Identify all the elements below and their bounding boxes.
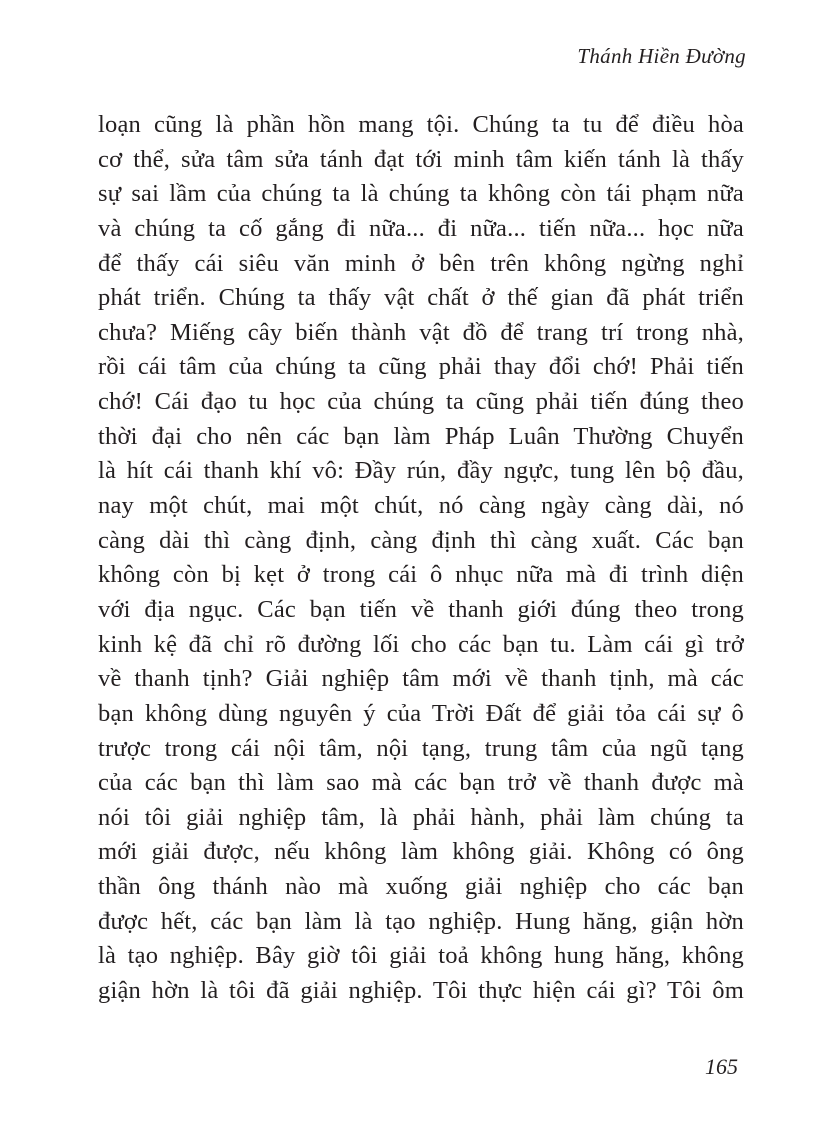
text-line: rồi cái tâm của chúng ta cũng phải thay đổi chớ! Phải tiến [98,353,744,381]
text-line: được hết, các bạn làm là tạo nghiệp. Hung hăng, giận hờn [98,907,744,935]
page-number: 165 [705,1054,738,1079]
text-line: thần ông thánh nào mà xuống giải nghiệp cho các bạn [98,873,744,901]
text-line: không còn bị kẹt ở trong cái ô nhục nữa mà đi trình diện [98,561,744,589]
text-line: sự sai lầm của chúng ta là chúng ta không còn tái phạm nữa [98,180,744,208]
text-line: trược trong cái nội tâm, nội tạng, trung tâm của ngũ tạng [98,734,744,762]
text-line: cơ thể, sửa tâm sửa tánh đạt tới minh tâm kiến tánh là thấy [98,145,744,173]
text-line: nói tôi giải nghiệp tâm, là phải hành, phải làm chúng ta [98,803,744,831]
text-line: bạn không dùng nguyên ý của Trời Đất để giải tỏa cái sự ô [98,699,744,727]
text-line: của các bạn thì làm sao mà các bạn trở về thanh được mà [98,769,744,797]
running-header-title: Thánh Hiền Đường [577,44,746,68]
text-line: để thấy cái siêu văn minh ở bên trên không ngừng nghỉ [98,249,744,277]
text-line: mới giải được, nếu không làm không giải. Không có ông [98,838,744,866]
body-text [98,108,744,1009]
text-line: là tạo nghiệp. Bây giờ tôi giải toả không hung hăng, không [98,942,744,970]
text-line: thời đại cho nên các bạn làm Pháp Luân Thường Chuyển [98,422,744,450]
text-line: phát triển. Chúng ta thấy vật chất ở thế gian đã phát triển [98,284,744,312]
text-line: chưa? Miếng cây biến thành vật đồ để trang trí trong nhà, [98,318,744,346]
text-line: càng dài thì càng định, càng định thì càng xuất. Các bạn [98,526,744,554]
text-line: giận hờn là tôi đã giải nghiệp. Tôi thực hiện cái gì? Tôi ôm [98,977,744,1005]
text-line: về thanh tịnh? Giải nghiệp tâm mới về thanh tịnh, mà các [98,665,744,693]
text-line: nay một chút, mai một chút, nó càng ngày càng dài, nó [98,492,744,520]
text-line: với địa ngục. Các bạn tiến về thanh giới đúng theo trong [98,595,744,623]
text-line: kinh kệ đã chỉ rõ đường lối cho các bạn tu. Làm cái gì trở [98,630,744,658]
text-line: chớ! Cái đạo tu học của chúng ta cũng phải tiến đúng theo [98,388,744,416]
text-line: và chúng ta cố gắng đi nữa... đi nữa... tiến nữa... học nữa [98,214,744,242]
text-line: là hít cái thanh khí vô: Đầy rún, đầy ngực, tung lên bộ đầu, [98,457,744,485]
text-line: loạn cũng là phần hồn mang tội. Chúng ta tu để điều hòa [98,111,744,138]
